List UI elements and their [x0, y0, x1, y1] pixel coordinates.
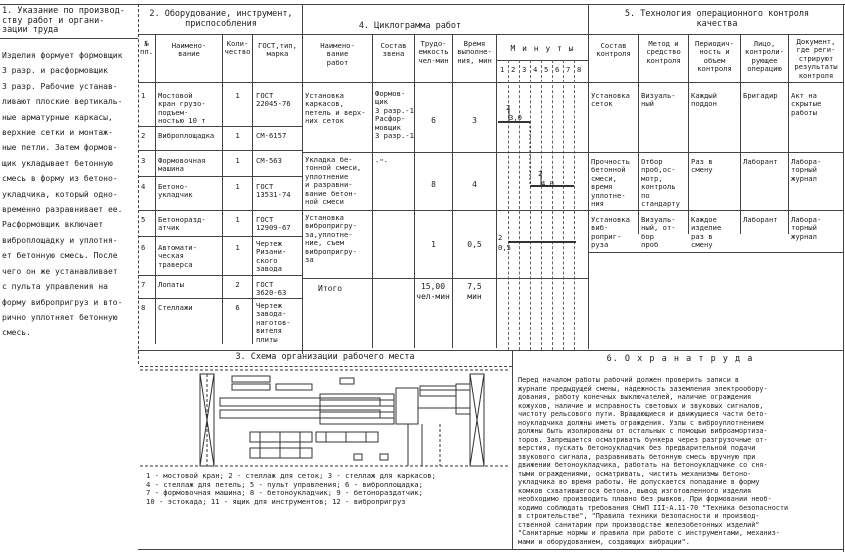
stack-rack	[232, 384, 270, 390]
sec5-row-method: Отбор проб,ос- мотр, контроль по стандарту	[641, 157, 680, 209]
minute-tick: 6	[555, 65, 560, 74]
sec5-col-freq: Периодич- ность и объем контроля	[695, 39, 734, 74]
mesh-rack	[220, 410, 380, 418]
sec5-col-method: Метод и средство контроля	[646, 39, 681, 65]
sec5-col-who: Лицо, контроли- рующее операцию	[745, 39, 784, 74]
sec4-total-labor: 15,00 чел-мин	[416, 282, 450, 301]
sec2-col-num: № пп.	[140, 39, 153, 57]
sec5-row-what: Установка сеток	[591, 91, 630, 109]
sec4-row-labor: 1	[431, 240, 436, 249]
sec4-row-labor: 8	[431, 180, 436, 189]
sec2-row-name: Стеллажи	[158, 303, 193, 312]
sec2-row-qty: 1	[235, 131, 240, 140]
sec2-row-num: 3	[141, 156, 146, 165]
sec5-row-method: Визуаль- ный	[641, 91, 676, 109]
sec5-row-doc: Лабора- торный журнал	[791, 215, 822, 241]
sec2-row-name: Формовочная машина	[158, 156, 206, 174]
sec5-row-freq: Каждый поддон	[691, 91, 717, 109]
sec5-row-who: Лаборант	[743, 215, 778, 224]
small-box	[354, 454, 362, 460]
sec3-legend: 1 - мостовой кран; 2 - стеллаж для сеток; 3 - стеллаж для каркасов; 4 - стеллаж для петель; 5 - пульт управления; 6 - виброплощадка; 7 - формовочная машина; 8 - бетоноукладчик; 9 - бетонораздатчик; 10 - эстокада; 11 - ящик для инструментов; 12 - вибропригруз	[146, 471, 436, 506]
sec2-col-qty: Коли- чество	[224, 39, 251, 57]
bottom-rack	[250, 448, 312, 458]
sec5-row-doc: Акт на скрытые работы	[791, 91, 822, 117]
sec4-row-work: Установка каркасов, петель и верх- них сеток	[305, 91, 366, 126]
sec5-row-what: Прочность бетонной смеси, время уплотне- ния	[591, 157, 630, 209]
small-box	[380, 454, 388, 460]
minute-tick: 5	[544, 65, 549, 74]
sec2-row-gost: Чертеж завода- наготов- вителя плиты	[256, 301, 291, 344]
sec5-row-who: Лаборант	[743, 157, 778, 166]
sec2-row-gost: ГОСТ 22045-76	[256, 91, 291, 109]
sec2-row-qty: 1	[235, 215, 240, 224]
sec4-row-work: Установка вибропригру- за,уплотне- ние, съем вибропригру- за	[305, 213, 357, 265]
sec2-row-gost: Чертеж Ризани- ского завода	[256, 239, 287, 274]
bar-label: 3,0	[509, 113, 522, 122]
sec2-row-num: 5	[141, 215, 146, 224]
sec2-row-gost: ГОСТ 13531-74	[256, 182, 291, 200]
bar-label: 0,5	[498, 243, 511, 252]
bar-number: 2	[498, 233, 503, 242]
minute-tick: 4	[533, 65, 538, 74]
sec2-row-num: 6	[141, 243, 146, 252]
sec2-row-gost: ГОСТ 3620-63	[256, 280, 287, 298]
bottom-rack	[250, 432, 312, 442]
sec5-row-freq: Каждое изделие раз в смену	[691, 215, 722, 250]
sec1-header: 1. Указание по производ- ству работ и органи- зации труда	[2, 6, 125, 35]
mesh-rack	[220, 398, 380, 406]
bar-number: 2	[538, 169, 543, 178]
sec2-row-name: Автомати- ческая траверса	[158, 243, 197, 269]
sec5-row-who: Бригадир	[743, 91, 778, 100]
sec5-header: 5. Технология операционного контроля качества	[624, 9, 810, 29]
sec2-row-gost: СМ-563	[256, 156, 282, 165]
minute-tick: 3	[522, 65, 527, 74]
control-panel	[456, 384, 470, 414]
sec2-row-name: Лопаты	[158, 280, 184, 289]
sec5-row-doc: Лабора- торный журнал	[791, 157, 822, 183]
sec4-row-time: 0,5	[467, 240, 482, 249]
sec5-row-method: Визуаль- ный, от- бор проб	[641, 215, 676, 250]
bottom-rack	[316, 432, 378, 442]
sec5-row-freq: Раз в смену	[691, 157, 713, 175]
sec6-header: 6. О х р а н а т р у д а	[606, 354, 754, 364]
sec4-total-label: Итого	[318, 284, 343, 293]
sec2-row-gost: ГОСТ 12909-67	[256, 215, 291, 233]
minute-tick: 7	[566, 65, 571, 74]
minute-tick: 1	[500, 65, 505, 74]
sec2-row-name: Виброплощадка	[158, 131, 215, 140]
sec2-row-num: 4	[141, 182, 146, 191]
sec2-row-qty: 1	[235, 243, 240, 252]
stack-rack	[232, 376, 270, 382]
sec4-col-labor: Трудо- емкость чел-мин	[418, 39, 449, 65]
bar-number: 2	[506, 103, 511, 112]
sec4-minutes-label: М и н у т ы	[510, 44, 575, 53]
sec2-row-qty: 2	[235, 280, 240, 289]
sec4-row-work: Укладка бе- тонной смеси, уплотнение и разравни- вание бетон- ной смеси	[305, 155, 362, 207]
sec5-col-what: Состав контроля	[596, 41, 631, 59]
sec4-col-work: Наимено- вание работ	[320, 41, 355, 67]
sec4-total-time: 7,5 мин	[467, 282, 482, 301]
sec2-row-gost: СМ-6157	[256, 131, 287, 140]
sec2-row-name: Мостовой кран грузо- подъем- ностью 10 т	[158, 91, 206, 126]
sec5-row-what: Установка виб- роприг- руза	[591, 215, 630, 250]
sec4-col-time: Время выполне- ния, мин	[457, 39, 492, 65]
tool-box	[340, 378, 354, 384]
workplace-scheme	[140, 368, 512, 468]
sec4-row-labor: 6	[431, 116, 436, 125]
sec2-row-qty: 1	[235, 91, 240, 100]
sec2-row-num: 2	[141, 131, 146, 140]
sec4-row-crew: Формов- щик 3 разр.-1 Расфор- мовщик 3 разр.-1	[375, 89, 414, 141]
stack-rack	[276, 384, 312, 390]
sec2-row-qty: 1	[235, 182, 240, 191]
sec4-col-crew: Состав звена	[380, 41, 407, 59]
sec4-header: 4. Циклограмма работ	[358, 21, 462, 31]
concrete-feeder	[420, 386, 456, 396]
sec1-text: Изделия формует формовщик 3 разр. и расформовщик 3 разр. Рабочие устанав- ливают плоские вертикаль- ные арматурные каркасы, верхние сетки и монтаж- ные петли. Затем формов- щик укладывает бетонную смесь в форму из бетоно- укладчика, который одно- временно разравнивает ее. Расформовщик включает виброплощадку и уплотня- ет бетонную смесь. После чего он же устанавливает с пульта управления на форму вибропригруз и вто- рично уплотняет бетонную смесь.	[2, 51, 123, 338]
sec4-row-crew: -"-	[375, 157, 388, 166]
sec2-col-gost: ГОСТ,тип, марка	[258, 41, 297, 59]
minute-tick: 2	[511, 65, 516, 74]
sec6-text: Перед началом работы рабочий должен проверить записи в журнале предыдущей смены, надежность заземления электрообору- дования, работу конечных выключателей, наличие ограждения кожухов, наличие и исправность световых и звуковых сигналов, чистоту рельсового пути. Вращающиеся и движущиеся части бето- ноукладчика должны иметь ограждения. Узлы с виброуплотнением должны быть изолированы от остальных с помощью виброамортиза- торов. Запрещается осматривать бункера через разгрузочные от- верстия, пускать бетоноукладчик без предварительной подачи звукового сигнала, разравнивать бетонную смесь вручную при движении бетоноукладчика, работать на бетоноукладчике со сня- тыми ограждениями, осматривать, чистить механизмы бетоно- укладчика во время работы. Не допускается попадание в форму комков схватившегося бетона, вывод изготовленного изделия необходимо производить плавно без рывков. При формовании необ- ходимо соблюдать требования СНиП III-А.11-70 "Техника безопасности в строительстве", "Правила техники безопасности и производ- ственной санитарии при производстве железобетонных изделий" "Санитарные нормы и правила при работе с инструментами, механиз- мами и оборудованием, создающих вибрации".	[518, 376, 789, 546]
sec2-row-name: Бетоно- укладчик	[158, 182, 193, 200]
sec2-col-name: Наимено- вание	[171, 41, 207, 59]
sec3-header: 3. Схема организации рабочего места	[235, 352, 415, 362]
sec4-row-time: 3	[472, 116, 477, 125]
vibro-platform	[396, 388, 418, 424]
minute-tick: 8	[577, 65, 582, 74]
sec4-row-time: 4	[472, 180, 477, 189]
sec2-row-qty: 6	[235, 303, 240, 312]
sec2-row-name: Бетоноразд- атчик	[158, 215, 206, 233]
sec5-col-doc: Документ, где реги- стрируют результаты контроля	[794, 37, 838, 80]
sec2-header: 2. Оборудование, инструмент, приспособления	[149, 9, 293, 29]
sec2-row-num: 1	[141, 91, 146, 100]
bar-label: 4,0	[541, 179, 554, 188]
sec2-row-qty: 1	[235, 156, 240, 165]
sec2-row-num: 7	[141, 280, 146, 289]
sec2-row-num: 8	[141, 303, 146, 312]
